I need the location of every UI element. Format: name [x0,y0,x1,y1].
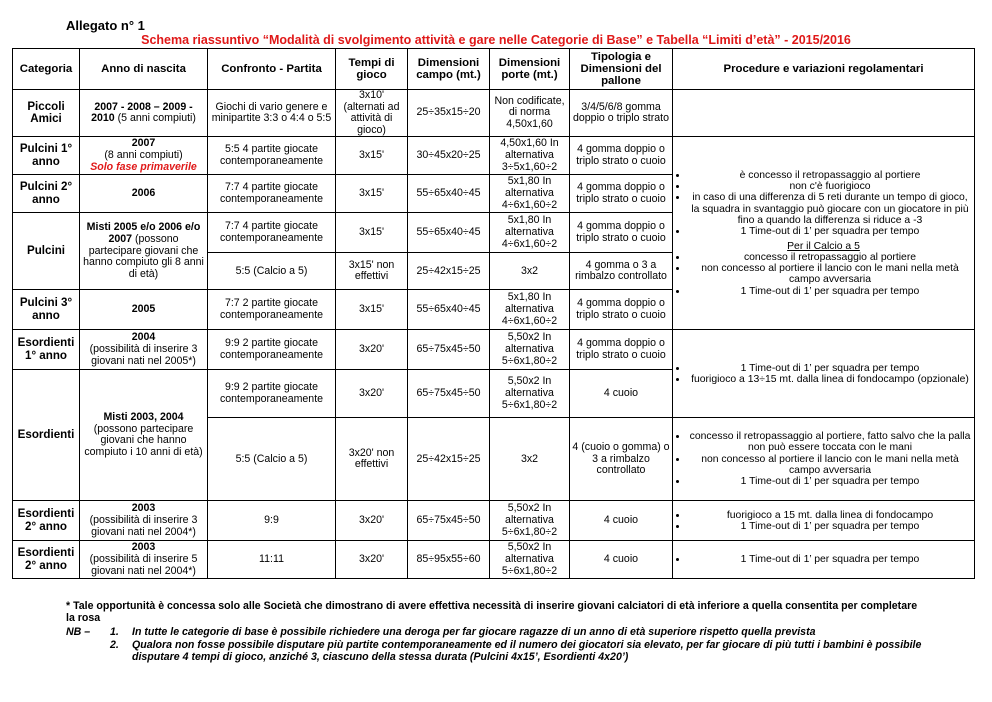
match-cell: 5:5 (Calcio a 5) [208,253,336,290]
birth-note: (possono partecipare giovani che hanno compiuto i 10 anni di età) [84,422,203,458]
field-size-cell: 65÷75x45÷50 [408,330,490,370]
time-cell: 3x15' [336,175,408,213]
procedures-cell-e2b [673,541,975,579]
time-cell: 3x10' (alternati ad attività di gioco) [336,90,408,137]
category-cell: Pulcini 2° anno [13,175,80,213]
birth-note: (possibilità di inserire 5 giovani nati nel 2004*) [89,553,198,577]
footnote: * Tale opportunità è concessa solo alle Società che dimostrano di avere effettiva necessità di inserire giovani calciatori di età inferiore a quella consentita per completare la rosa [66,600,918,624]
col-header: Dimensioni porte (mt.) [490,49,570,90]
time-cell: 3x15' [336,290,408,330]
birth-years: Misti 2005 e/o 2006 e/o 2007 [86,221,201,245]
ball-cell: 4 (cuoio o gomma) o 3 a rimbalzo controllato [570,418,673,501]
match-cell: 9:9 2 partite giocate contemporaneamente [208,370,336,418]
match-cell: 5:5 4 partite giocate contemporaneamente [208,137,336,175]
time-cell: 3x20' non effettivi [336,418,408,501]
match-cell: 9:9 2 partite giocate contemporaneamente [208,330,336,370]
time-cell: 3x20' [336,501,408,541]
procedure-item: • concesso il retropassaggio al portiere [688,252,972,263]
goal-size-cell: 5,50x2 In alternativa 5÷6x1,80÷2 [490,541,570,579]
time-cell: 3x20' [336,541,408,579]
procedure-item: • non c'è fuorigioco [688,181,972,192]
birth-years: 2007 - 2008 – 2009 - 2010 [91,100,193,125]
birth-years: 2007 [131,137,156,150]
match-cell: 7:7 4 partite giocate contemporaneamente [208,175,336,213]
birth-year-cell [80,370,208,501]
col-header: Procedure e variazioni regolamentari [673,49,975,90]
col-header: Categoria [13,49,80,90]
col-header: Dimensioni campo (mt.) [408,49,490,90]
field-size-cell: 30÷45x20÷25 [408,137,490,175]
birth-note: (possibilità di inserire 3 giovani nati nel 2005*) [89,343,198,367]
nb-note-2 [66,640,946,664]
ball-cell: 4 cuoio [570,541,673,579]
table-row [13,90,975,137]
procedures-cell-esordienti [673,330,975,418]
ball-cell: 4 gomma doppio o triplo strato o cuoio [570,213,673,253]
birth-years: 2003 [131,502,156,515]
birth-year-cell: 2005 [80,290,208,330]
table-row [13,501,975,541]
procedure-item: • 1 Time-out di 1’ per squadra per tempo [688,554,972,565]
birth-note: (5 anni compiuti) [114,112,196,125]
birth-note: (possono partecipare giovani che hanno compiuto gli 8 anni di età) [83,232,204,280]
procedures-cell-pulcini [673,137,975,330]
procedure-item: • in caso di una differenza di 5 reti durante un tempo di gioco, la squadra in svantaggio può giocare con un giocatore in più fino a quando la differenza si riduce a -3 [688,192,972,226]
birth-year-cell [80,330,208,370]
category-cell: Piccoli Amici [13,90,80,137]
category-cell: Esordienti 2° anno [13,501,80,541]
match-cell: 9:9 [208,501,336,541]
goal-size-cell: Non codificate, di norma 4,50x1,60 [490,90,570,137]
col-header: Confronto - Partita [208,49,336,90]
summary-table [12,48,975,579]
time-cell: 3x15' non effettivi [336,253,408,290]
birth-years: 2003 [131,541,156,554]
birth-note: (possibilità di inserire 3 giovani nati nel 2004*) [89,514,198,538]
ball-cell: 4 cuoio [570,501,673,541]
match-cell: 7:7 4 partite giocate contemporaneamente [208,213,336,253]
birth-year-cell [80,137,208,175]
goal-size-cell: 5x1,80 In alternativa 4÷6x1,60÷2 [490,290,570,330]
procedures-cell [673,90,975,137]
category-cell: Esordienti [13,370,80,501]
ball-cell: 4 gomma doppio o triplo strato o cuoio [570,330,673,370]
table-row [13,330,975,370]
match-cell: Giochi di vario genere e minipartite 3:3 o 4:4 o 5:5 [208,90,336,137]
time-cell: 3x20' [336,370,408,418]
field-size-cell: 55÷65x40÷45 [408,290,490,330]
procedure-item: • 1 Time-out di 1’ per squadra per tempo [688,226,972,237]
goal-size-cell: 5x1,80 In alternativa 4÷6x1,60÷2 [490,175,570,213]
goal-size-cell: 3x2 [490,418,570,501]
procedure-item: • non concesso al portiere il lancio con le mani nella metà campo avversaria [688,454,972,477]
procedure-item: • 1 Time-out di 1’ per squadra per tempo [688,476,972,487]
category-cell: Esordienti 2° anno [13,541,80,579]
nb-text: Qualora non fosse possibile disputare più partite contemporaneamente ed il numero dei giocatori sia elevato, per far giocare di più tutti i bambini è possibile disputare 4 tempi di gioco, anziché 3, ciascuno della stessa durata (Pulcini 4x15’, Esordienti 4x20’) [132,639,922,663]
time-cell: 3x15' [336,213,408,253]
procedure-item: • 1 Time-out di 1’ per squadra per tempo [688,286,972,297]
category-cell: Pulcini 3° anno [13,290,80,330]
spring-phase-note: Solo fase primaverile [90,160,197,173]
field-size-cell: 25÷42x15÷25 [408,253,490,290]
table-row [13,541,975,579]
ball-cell: 4 gomma doppio o triplo strato o cuoio [570,290,673,330]
calcio5-label: Per il Calcio a 5 [787,240,860,252]
ball-cell: 3/4/5/6/8 gomma doppio o triplo strato [570,90,673,137]
time-cell: 3x15' [336,137,408,175]
birth-years: 2004 [131,331,156,344]
procedure-item: • non concesso al portiere il lancio con le mani nella metà campo avversaria [688,263,972,286]
time-cell: 3x20' [336,330,408,370]
nb-note-1 [66,627,946,639]
ball-cell: 4 cuoio [570,370,673,418]
category-cell: Pulcini [13,213,80,290]
field-size-cell: 55÷65x40÷45 [408,213,490,253]
nb-number: 2. [110,639,119,651]
ball-cell: 4 gomma doppio o triplo strato o cuoio [570,137,673,175]
procedure-item: • 1 Time-out di 1’ per squadra per tempo [688,363,972,374]
birth-year-cell [80,501,208,541]
match-cell: 5:5 (Calcio a 5) [208,418,336,501]
field-size-cell: 55÷65x40÷45 [408,175,490,213]
field-size-cell: 25÷42x15÷25 [408,418,490,501]
goal-size-cell: 4,50x1,60 In alternativa 3÷5x1,60÷2 [490,137,570,175]
category-cell: Pulcini 1° anno [13,137,80,175]
goal-size-cell: 5,50x2 In alternativa 5÷6x1,80÷2 [490,330,570,370]
procedure-item: • 1 Time-out di 1’ per squadra per tempo [688,521,972,532]
birth-year-cell [80,541,208,579]
procedures-cell-calcio5 [673,418,975,501]
goal-size-cell: 3x2 [490,253,570,290]
table-row [13,137,975,175]
allegato-label: Allegato n° 1 [66,18,145,33]
match-cell: 11:11 [208,541,336,579]
field-size-cell: 85÷95x55÷60 [408,541,490,579]
field-size-cell: 65÷75x45÷50 [408,370,490,418]
ball-cell: 4 gomma doppio o triplo strato o cuoio [570,175,673,213]
birth-year-cell: 2006 [80,175,208,213]
birth-year-cell [80,213,208,290]
procedure-item: • è concesso il retropassaggio al portiere [688,170,972,181]
birth-year-cell [80,90,208,137]
goal-size-cell: 5x1,80 In alternativa 4÷6x1,60÷2 [490,213,570,253]
procedure-item: • concesso il retropassaggio al portiere, fatto salvo che la palla non può essere toccata con le mani [688,431,972,454]
goal-size-cell: 5,50x2 In alternativa 5÷6x1,80÷2 [490,370,570,418]
birth-years: Misti 2003, 2004 [103,411,184,424]
col-header: Anno di nascita [80,49,208,90]
col-header: Tipologia e Dimensioni del pallone [570,49,673,90]
field-size-cell: 25÷35x15÷20 [408,90,490,137]
birth-note: (8 anni compiuti) [104,149,183,162]
nb-text: In tutte le categorie di base è possibile richiedere una deroga per far giocare ragazze di un anno di età superiore rispetto quella prevista [132,626,816,638]
match-cell: 7:7 2 partite giocate contemporaneamente [208,290,336,330]
document-title: Schema riassuntivo “Modalità di svolgimento attività e gare nelle Categorie di Base” e Tabella “Limiti d’età” - 2015/2016 [141,33,851,47]
nb-label: NB – [66,626,91,638]
procedure-item: • fuorigioco a 13÷15 mt. dalla linea di fondocampo (opzionale) [688,374,972,385]
procedure-item: • fuorigioco a 15 mt. dalla linea di fondocampo [688,510,972,521]
category-cell: Esordienti 1° anno [13,330,80,370]
field-size-cell: 65÷75x45÷50 [408,501,490,541]
ball-cell: 4 gomma o 3 a rimbalzo controllato [570,253,673,290]
col-header: Tempi di gioco [336,49,408,90]
goal-size-cell: 5,50x2 In alternativa 5÷6x1,80÷2 [490,501,570,541]
nb-number: 1. [110,626,119,638]
table-header-row [13,49,975,90]
procedures-cell-e2a [673,501,975,541]
